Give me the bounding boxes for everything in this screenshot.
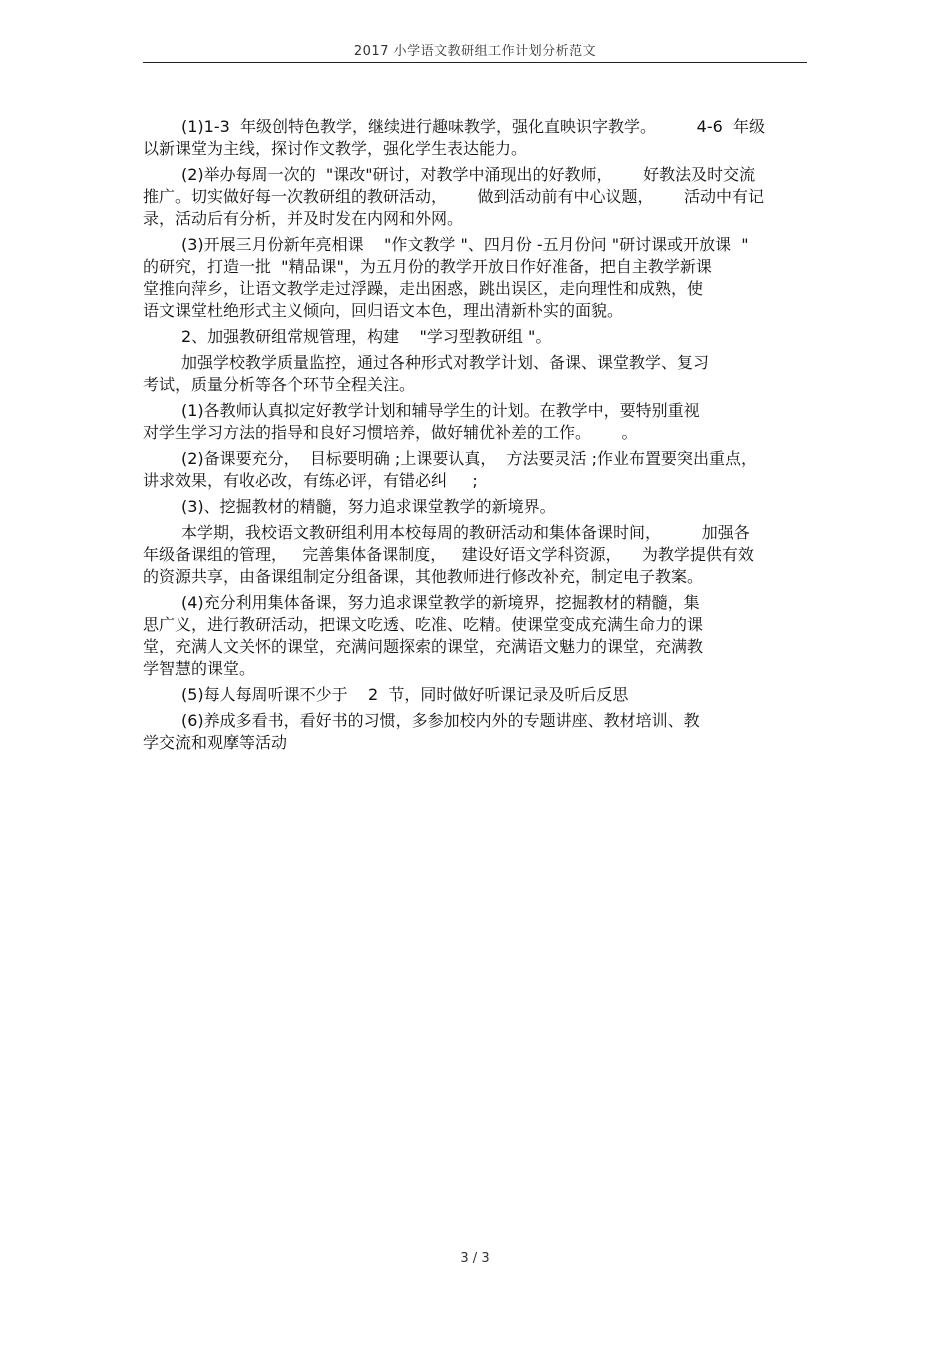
paragraph-line: 学交流和观摩等活动 [143, 733, 288, 752]
header-divider [143, 62, 807, 63]
paragraph [143, 234, 807, 322]
paragraph-line: 本学期，我校语文教研组利用本校每周的教研活动和集体备课时间， 加强各 [181, 523, 750, 542]
paragraph-line: (3)开展三月份新年亮相课 "作文教学 "、四月份 -五月份问 "研讨课或开放课 " [181, 235, 749, 254]
paragraph-line: 堂推向萍乡，让语文教学走过浮躁，走出困惑，跳出误区，走向理性和成熟，使 [143, 279, 704, 298]
paragraph [143, 592, 807, 680]
paragraph-line: 年级备课组的管理， 完善集体备课制度， 建设好语文学科资源， 为教学提供有效 [143, 545, 754, 564]
paragraph [143, 448, 807, 492]
paragraph-line: 思广义，进行教研活动，把课文吃透、吃准、吃精。使课堂变成充满生命力的课 [143, 615, 704, 634]
paragraph-line: (2)备课要充分， 目标要明确 ;上课要认真， 方法要灵活 ;作业布置要突出重点， [181, 449, 757, 468]
paragraph [143, 522, 807, 588]
paragraph-line: (2)举办每周一次的 "课改"研讨，对教学中涌现出的好教师， 好教法及时交流 [181, 165, 756, 184]
paragraph-line: 以新课堂为主线，探讨作文教学，强化学生表达能力。 [143, 139, 528, 158]
document-body [143, 116, 807, 754]
paragraph-line: (6)养成多看书，看好书的习惯，多参加校内外的专题讲座、教材培训、教 [181, 711, 700, 730]
paragraph-line: 堂，充满人文关怀的课堂，充满问题探索的课堂，充满语文魅力的课堂，充满教 [143, 637, 704, 656]
paragraph [143, 352, 807, 396]
paragraph-line: (1)1-3 年级创特色教学，继续进行趣味教学，强化直映识字教学。 4-6 年级 [181, 117, 765, 136]
paragraph-line: 的资源共享，由备课组制定分组备课，其他教师进行修改补充，制定电子教案。 [143, 567, 704, 586]
paragraph-line: (4)充分利用集体备课，努力追求课堂教学的新境界，挖掘教材的精髓，集 [181, 593, 700, 612]
section-heading [143, 326, 807, 348]
paragraph-line: 加强学校教学质量监控，通过各种形式对教学计划、备课、课堂教学、复习 [181, 353, 710, 372]
paragraph-line: 推广。切实做好每一次教研组的教研活动， 做到活动前有中心议题， 活动中有记 [143, 187, 765, 206]
paragraph [143, 400, 807, 444]
paragraph-line: (1)各教师认真拟定好教学计划和辅导学生的计划。在教学中，要特别重视 [181, 401, 700, 420]
paragraph [143, 164, 807, 230]
paragraph-line: 讲求效果，有收必改，有练必评，有错必纠 ; [143, 471, 478, 490]
paragraph-line: 学智慧的课堂。 [143, 659, 256, 678]
paragraph-line: 考试，质量分析等各个环节全程关注。 [143, 375, 416, 394]
paragraph-line: 2、加强教研组常规管理，构建 "学习型教研组 "。 [181, 327, 552, 346]
paragraph-line: (3)、挖掘教材的精髓，努力追求课堂教学的新境界。 [181, 497, 556, 516]
paragraph [143, 684, 807, 706]
page-header-title: 2017 小学语文教研组工作计划分析范文 [353, 44, 597, 59]
paragraph-line: 语文课堂杜绝形式主义倾向，回归语文本色，理出清新朴实的面貌。 [143, 301, 624, 320]
page-number: 3 / 3 [460, 1251, 490, 1266]
paragraph-line: 对学生学习方法的指导和良好习惯培养，做好辅优补差的工作。 。 [143, 423, 638, 442]
paragraph [143, 116, 807, 160]
paragraph [143, 496, 807, 518]
paragraph-line: 录，活动后有分析，并及时发在内网和外网。 [143, 209, 464, 228]
paragraph-line: (5)每人每周听课不少于 2 节，同时做好听课记录及听后反思 [181, 685, 629, 704]
paragraph-line: 的研究，打造一批 "精品课"，为五月份的教学开放日作好准备，把自主教学新课 [143, 257, 712, 276]
paragraph [143, 710, 807, 754]
